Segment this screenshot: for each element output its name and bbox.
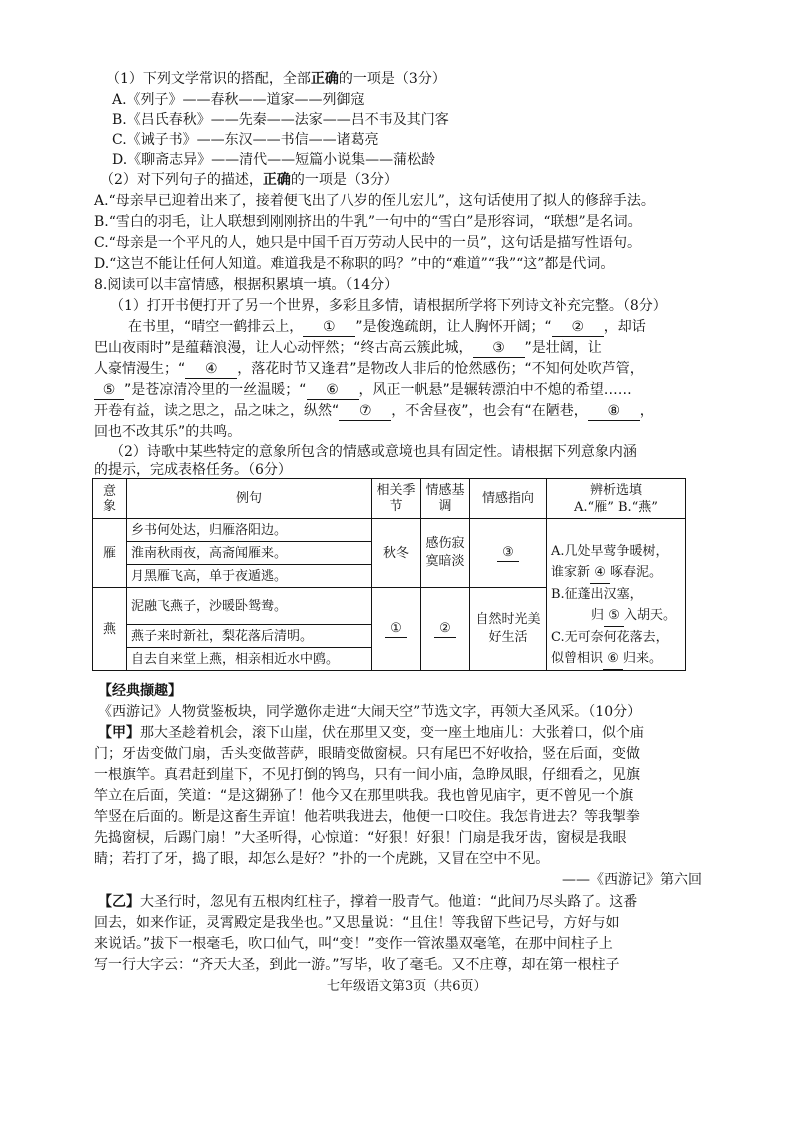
table-row: [93, 519, 686, 542]
page-footer: 七年级语文第3页（共6页）: [327, 979, 487, 994]
jia-line-4: 竿立在后面，笑道：“是这猢狲了！他今又在那里哄我。我也曾见庙宇，更不曾见一个旗: [94, 788, 634, 804]
header-direction: 情感指向: [470, 479, 547, 519]
poem-passage-line-4: ⑤ ”是苍凉清冷里的一丝温暖；“ ⑥ ，风正一帆悬”是辗转漂泊中不熄的希望……: [94, 381, 632, 400]
header-choose-title: 辨析选填: [589, 482, 642, 498]
yi-line-2: 回去，如来作证，灵霄殿定是我坐也。”又思量说：“且住！等我留下些记号，方好与如: [94, 915, 620, 931]
yi-line-3: 来说话。”拔下一根毫毛，吹口仙气，叫“变！”变作一管浓墨双毫笔，在那中间柱子上: [94, 936, 613, 952]
imagery-yanzi: 燕: [93, 588, 127, 671]
q7-part1-option-a: A.《列子》——春秋——道家——列御寇: [112, 92, 365, 108]
yanzi-example-2: 燕子来时新社，梨花落后清明。: [127, 625, 372, 648]
header-choose-options: A.“雁” B.“燕”: [574, 499, 658, 515]
yanzi-season[interactable]: ①: [372, 588, 421, 671]
blank-6[interactable]: ⑥: [307, 381, 359, 400]
blank-choose-5[interactable]: ⑤: [604, 605, 624, 627]
header-emotion: 情感基调: [421, 479, 470, 519]
yanzi-direction: 自然时光美好生活: [470, 588, 547, 671]
jia-source: ——《西游记》第六回: [562, 872, 702, 888]
blank-1[interactable]: ①: [303, 318, 355, 337]
q7-part2-option-d: D.“这岂不能让任何人知道。难道我是不称职的吗？”中的“难道”“我”“这”都是代词。: [94, 256, 615, 272]
blank-3[interactable]: ③: [473, 339, 525, 358]
choose-b-line-1: B.征蓬出汉塞，: [551, 587, 643, 602]
choose-c-line-2: 似曾相识 ⑥ 归来。: [551, 648, 681, 670]
header-example: 例句: [127, 479, 372, 519]
q7-part1-option-d: D.《聊斋志异》——清代——短篇小说集——蒲松龄: [112, 152, 436, 168]
poem-passage-line-3: 人豪情漫生；“ ④ ，落花时节又逢君”是物改人非后的怆然感伤；“不知何处吹芦管，: [94, 361, 644, 377]
imagery-table: [92, 478, 686, 671]
choose-c-line-1: C.无可奈何花落去，: [551, 630, 669, 645]
q7-part1-option-b: B.《吕氏春秋》——先秦——法家——吕不韦及其门客: [112, 112, 449, 128]
yan-emotion: 感伤寂寞暗淡: [421, 519, 470, 588]
header-imagery: 意象: [93, 479, 127, 519]
q7-part2-option-c: C.“母亲是一个平凡的人，她只是中国千百万劳动人民中的一员”，这句话是描写性语句。: [94, 235, 641, 251]
jia-line-7: 睛；若打了牙，捣了眼，却怎么是好？”扑的一个虎跳，又冒在空中不见。: [94, 851, 550, 867]
q7-part1-stem: （1）下列文学常识的搭配，全部正确的一项是（3分）: [106, 71, 446, 87]
choose-b-line-2: 归 ⑤ 入胡天。: [551, 605, 681, 627]
header-season: 相关季节: [372, 479, 421, 519]
yan-example-2: 淮南秋雨夜，高斋闻雁来。: [127, 542, 372, 565]
yanzi-example-3: 自去自来堂上燕，相亲相近水中鸥。: [127, 648, 372, 671]
classic-intro: 《西游记》人物赏鉴板块，同学邀你走进“大闹天空”节选文字，再领大圣风采。（10分）: [98, 704, 642, 720]
poem-passage-line-5: 开卷有益，读之思之，品之味之，纵然“ ⑦ ，不舍昼夜”，也会有“在陋巷， ⑧ ，: [94, 403, 654, 419]
blank-choose-6[interactable]: ⑥: [603, 648, 623, 670]
yan-season: 秋冬: [372, 519, 421, 588]
imagery-yan: 雁: [93, 519, 127, 588]
blank-choose-4[interactable]: ④: [590, 562, 610, 584]
yan-example-3: 月黑雁飞高，单于夜遁逃。: [127, 565, 372, 588]
q8-title: 8.阅读可以丰富情感，根据积累填一填。（14分）: [94, 277, 399, 293]
q7-part2-option-a: A.“母亲早已迎着出来了，接着便飞出了八岁的侄儿宏儿”，这句话使用了拟人的修辞手法。: [94, 193, 655, 209]
q8-part1-stem: （1）打开书便打开了另一个世界，多彩且多情，请根据所学将下列诗文补充完整。（8分）: [110, 298, 667, 314]
jia-line-2: 门；牙齿变做门扇，舌头变做菩萨，眼睛变做窗棂。只有尾巴不好收拾，竖在后面，变做: [94, 746, 640, 762]
q7-part2-option-b: B.“雪白的羽毛，让人联想到刚刚挤出的牛乳”一句中的“雪白”是形容词，“联想”是名词。: [94, 214, 642, 230]
yanzi-emotion[interactable]: ②: [421, 588, 470, 671]
blank-8[interactable]: ⑧: [588, 402, 640, 421]
q7-part1-option-c: C.《诫子书》——东汉——书信——诸葛亮: [112, 132, 379, 148]
jia-line-3: 一根旗竿。真君赶到崖下，不见打倒的鸨鸟，只有一间小庙，急睁凤眼，仔细看之，见旗: [94, 767, 640, 783]
blank-4[interactable]: ④: [185, 360, 237, 379]
yi-line-4: 写一行大字云：“齐天大圣，到此一游。”写毕，收了毫毛。又不庄尊，却在第一根柱子: [94, 957, 620, 973]
blank-7[interactable]: ⑦: [339, 402, 391, 421]
choose-a-line-1: A.几处早莺争暖树，: [551, 544, 669, 559]
yanzi-example-1: 泥融飞燕子，沙暖卧鸳鸯。: [127, 588, 372, 625]
poem-passage-line-2: 巴山夜雨时”是蕴藉浪漫，让人心动怦然；“终古高云簇此城， ③ ”是壮阔，让: [94, 340, 602, 356]
classic-heading: 【经典撷趣】: [98, 683, 182, 699]
yan-direction[interactable]: ③: [470, 519, 547, 588]
q8-part2-stem-line-1: （2）诗歌中某些特定的意象所包含的情感或意境也具有固定性。请根据下列意象内涵: [110, 444, 637, 460]
choose-a-line-2: 谁家新 ④ 啄春泥。: [551, 562, 681, 584]
blank-5[interactable]: ⑤: [94, 381, 124, 400]
jia-line-6: 先捣窗棂，后踢门扇！”大圣听得，心惊道：“好狠！好狠！门扇是我牙齿，窗棂是我眼: [94, 830, 627, 846]
q7-part2-stem: （2）对下列句子的描述，正确的一项是（3分）: [100, 172, 398, 188]
header-choose: [547, 479, 686, 519]
poem-passage-line-1: 在书里，“晴空一鹤排云上， ① ”是俊逸疏朗，让人胸怀开阔；“ ② ，却话: [128, 319, 646, 335]
poem-passage-line-6: 回也不改其乐”的共鸣。: [94, 424, 242, 440]
q8-part2-stem-line-2: 的提示，完成表格任务。（6分）: [94, 462, 292, 478]
jia-line-5: 竿竖在后面的。断是这畜生弄谊！他若哄我进去，他便一口咬住。我怎肯进去？等我掣拳: [94, 809, 640, 825]
blank-2[interactable]: ②: [552, 318, 604, 337]
choose-cell: [547, 519, 686, 671]
jia-line-1: 【甲】那大圣趁着机会，滚下山崖，伏在那里又变，变一座土地庙儿：大张着口，似个庙: [98, 725, 644, 741]
yan-example-1: 乡书何处达，归雁洛阳边。: [127, 519, 372, 542]
table-header-row: [93, 479, 686, 519]
yi-line-1: 【乙】大圣行时，忽见有五根肉红柱子，撑着一股青气。他道：“此间乃尽头路了。这番: [98, 894, 638, 910]
